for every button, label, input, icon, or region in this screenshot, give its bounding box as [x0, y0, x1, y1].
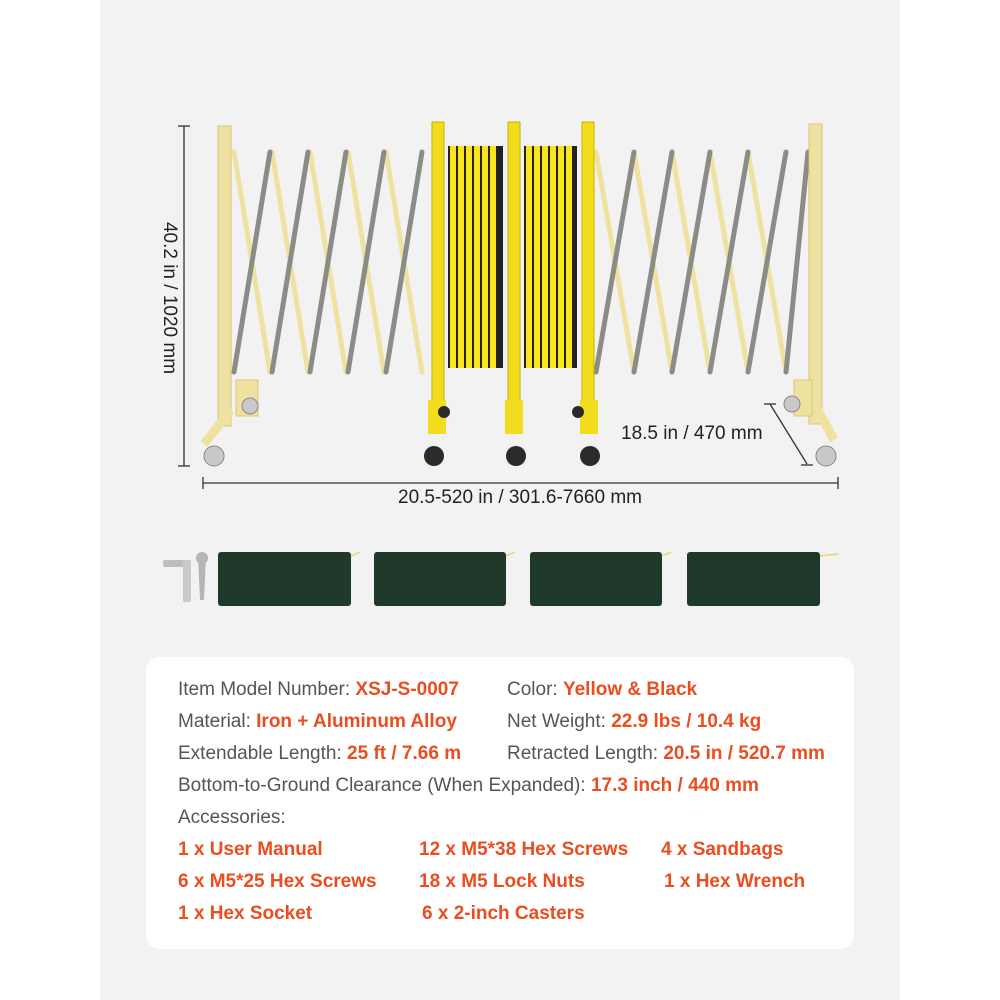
accessories-images [0, 540, 1000, 620]
specifications-card [146, 657, 854, 949]
hex-socket-icon [163, 560, 191, 602]
spec-clearance-value: 17.3 inch / 440 mm [590, 775, 759, 796]
accessory-item: 4 x Sandbags [661, 839, 784, 860]
sandbag [687, 552, 820, 606]
spec-model-value: XSJ-S-0007 [355, 679, 459, 700]
spec-clearance [178, 775, 759, 797]
spec-color-label: Color: [507, 679, 558, 700]
height-dimension-label: 40.2 in / 1020 mm [159, 221, 180, 375]
spec-weight-label: Net Weight: [507, 711, 606, 732]
accessory-item: 1 x Hex Socket [178, 903, 313, 924]
spec-color-value: Yellow & Black [562, 679, 698, 700]
accessory-item: 1 x User Manual [178, 839, 323, 860]
height-dimension [149, 178, 189, 418]
sandbag [218, 552, 351, 606]
spec-retracted-length-label: Retracted Length: [507, 743, 659, 764]
spec-weight-value: 22.9 lbs / 10.4 kg [611, 711, 762, 732]
center-panels [424, 122, 600, 466]
left-end-post [204, 126, 258, 466]
spec-model [178, 679, 459, 701]
depth-dimension-label: 18.5 in / 470 mm [621, 423, 763, 444]
spec-weight [507, 711, 761, 733]
spec-clearance-label: Bottom-to-Ground Clearance (When Expanded): [178, 775, 586, 796]
accessory-item: 6 x 2-inch Casters [422, 903, 585, 924]
spec-material-value: Iron + Aluminum Alloy [256, 711, 457, 732]
spec-retracted-length-value: 20.5 in / 520.7 mm [663, 743, 825, 764]
spec-extendable-length-value: 25 ft / 7.66 m [347, 743, 462, 764]
width-dimension [0, 487, 1000, 509]
accessory-item: 12 x M5*38 Hex Screws [419, 839, 629, 860]
accessory-item: 18 x M5 Lock Nuts [419, 871, 585, 892]
spec-model-label: Item Model Number: [178, 679, 351, 700]
accessory-item: 6 x M5*25 Hex Screws [178, 871, 377, 892]
sandbag [374, 552, 506, 606]
spec-material-label: Material: [178, 711, 251, 732]
spec-material [178, 711, 457, 733]
spec-extendable-length [178, 743, 461, 765]
left-lattice [234, 152, 422, 372]
accessory-item: 1 x Hex Wrench [664, 871, 806, 892]
sandbag [530, 552, 662, 606]
hex-wrench-icon [196, 552, 208, 600]
accessories-heading: Accessories: [178, 807, 286, 828]
spec-color [507, 679, 697, 701]
right-lattice [596, 152, 808, 372]
width-dimension-label: 20.5-520 in / 301.6-7660 mm [398, 487, 642, 508]
spec-extendable-length-label: Extendable Length: [178, 743, 342, 764]
spec-retracted-length [507, 743, 825, 765]
